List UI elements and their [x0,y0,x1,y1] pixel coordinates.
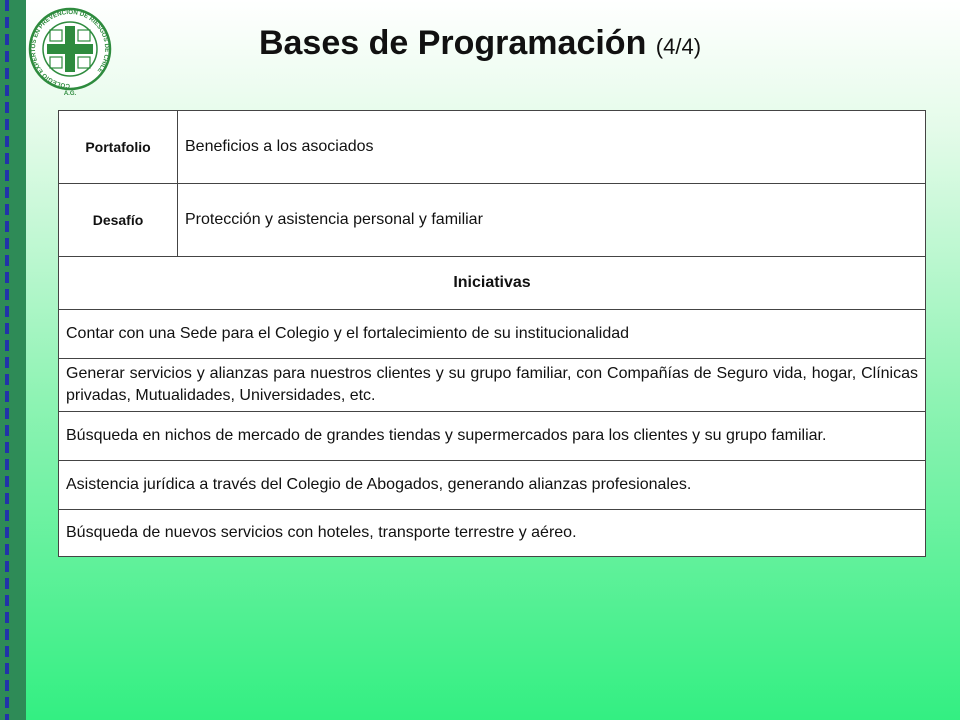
initiative-row [59,310,926,359]
logo-bottom-text: A.G. [63,91,77,97]
table-row-portfolio [59,111,926,184]
initiative-row [59,359,926,412]
initiatives-header-row [59,257,926,310]
initiative-row [59,461,926,510]
portfolio-label: Portafolio [59,111,178,184]
initiative-item-5: Búsqueda de nuevos servicios con hoteles, transporte terrestre y aéreo. [59,510,926,557]
slide-title-suffix: (4/4) [655,34,702,59]
portfolio-value: Beneficios a los asociados [178,111,926,184]
initiative-row [59,412,926,461]
initiative-row [59,510,926,557]
slide-title [0,24,960,63]
program-table [58,110,926,557]
slide-title-main: Bases de Programación [258,24,647,62]
initiative-item-1: Contar con una Sede para el Colegio y el fortalecimiento de su institucionalidad [59,310,926,359]
initiative-item-4: Asistencia jurídica a través del Colegio de Abogados, generando alianzas profesionales. [59,461,926,510]
challenge-label: Desafío [59,184,178,257]
initiative-item-2: Generar servicios y alianzas para nuestros clientes y su grupo familiar, con Compañías de Seguro vida, hogar, Clínicas privadas, Mutualidades, Universidades, etc. [59,359,926,412]
left-decorative-bar [0,0,26,720]
table-row-challenge [59,184,926,257]
challenge-value: Protección y asistencia personal y familiar [178,184,926,257]
initiative-item-3: Búsqueda en nichos de mercado de grandes tiendas y supermercados para los clientes y su grupo familiar. [59,412,926,461]
initiatives-header: Iniciativas [59,257,926,310]
logo-ring-text: COLEGIO EXPERTOS EN PREVENCION DE RIESGOS DE CHILE [29,8,111,90]
